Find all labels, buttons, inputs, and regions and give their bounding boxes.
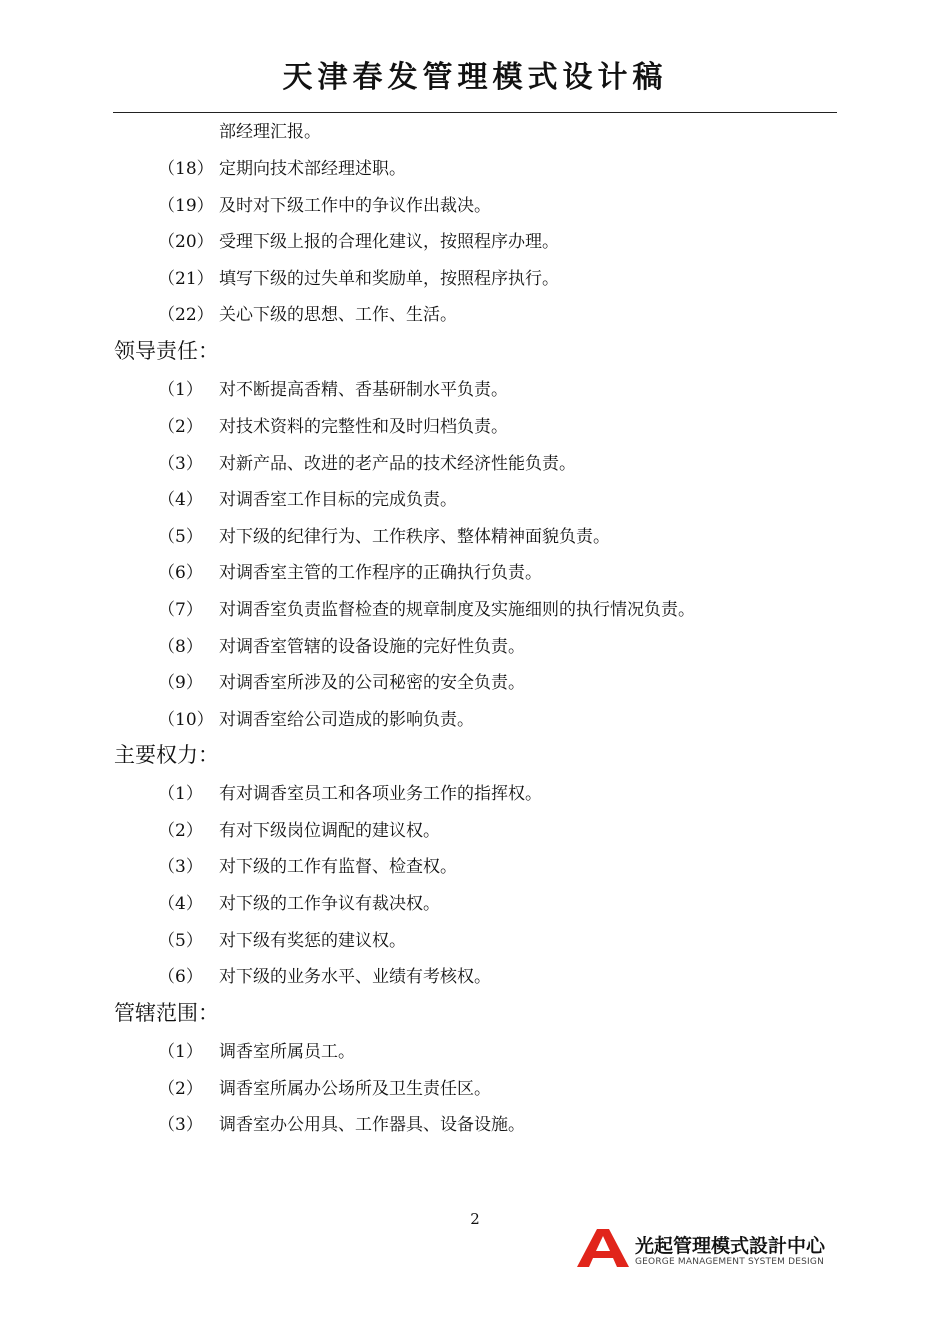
power-text: 有对调香室员工和各项业务工作的指挥权。	[219, 784, 542, 804]
leadership-text: 对新产品、改进的老产品的技术经济性能负责。	[219, 454, 576, 474]
duty-number: （19）	[158, 196, 214, 216]
power-text: 对下级有奖惩的建议权。	[219, 931, 406, 951]
leadership-number: （6）	[158, 563, 203, 583]
document-title: 天津春发管理模式设计稿	[282, 60, 668, 95]
scope-text: 调香室办公用具、工作器具、设备设施。	[219, 1115, 525, 1135]
company-logo	[575, 1228, 840, 1270]
duty-text: 及时对下级工作中的争议作出裁决。	[219, 196, 491, 216]
leadership-text: 对调香室主管的工作程序的正确执行负责。	[219, 563, 542, 583]
duty-text: 定期向技术部经理述职。	[219, 159, 406, 179]
leadership-text: 对下级的纪律行为、工作秩序、整体精神面貌负责。	[219, 527, 610, 547]
section-heading-powers: 主要权力：	[114, 743, 219, 767]
power-number: （1）	[158, 784, 203, 804]
duty-text: 关心下级的思想、工作、生活。	[219, 305, 457, 325]
logo-a-icon	[575, 1228, 631, 1268]
duty-number: （20）	[158, 232, 214, 252]
leadership-number: （4）	[158, 490, 203, 510]
power-number: （5）	[158, 931, 203, 951]
power-text: 对下级的工作争议有裁决权。	[219, 894, 440, 914]
power-text: 对下级的工作有监督、检查权。	[219, 857, 457, 877]
continuation-text: 部经理汇报。	[219, 122, 321, 142]
leadership-text: 对技术资料的完整性和及时归档负责。	[219, 417, 508, 437]
duty-number: （22）	[158, 305, 214, 325]
leadership-number: （10）	[158, 710, 214, 730]
leadership-number: （9）	[158, 673, 203, 693]
logo-a-notch	[599, 1259, 607, 1267]
leadership-number: （8）	[158, 637, 203, 657]
logo-chinese-text: 光起管理模式設計中心	[635, 1235, 826, 1257]
duty-text: 受理下级上报的合理化建议，按照程序办理。	[219, 232, 559, 252]
leadership-number: （5）	[158, 527, 203, 547]
leadership-text: 对调香室管辖的设备设施的完好性负责。	[219, 637, 525, 657]
leadership-number: （7）	[158, 600, 203, 620]
leadership-text: 对调香室工作目标的完成负责。	[219, 490, 457, 510]
leadership-text: 对调香室给公司造成的影响负责。	[219, 710, 474, 730]
duty-number: （18）	[158, 159, 214, 179]
section-heading-scope: 管辖范围：	[114, 1001, 219, 1025]
page-number: 2	[470, 1210, 480, 1228]
scope-number: （2）	[158, 1079, 203, 1099]
duty-text: 填写下级的过失单和奖励单，按照程序执行。	[219, 269, 559, 289]
scope-text: 调香室所属办公场所及卫生责任区。	[219, 1079, 491, 1099]
logo-english-text: GEORGE MANAGEMENT SYSTEM DESIGN	[635, 1257, 824, 1267]
leadership-number: （2）	[158, 417, 203, 437]
power-number: （2）	[158, 821, 203, 841]
power-number: （6）	[158, 967, 203, 987]
power-number: （4）	[158, 894, 203, 914]
leadership-number: （3）	[158, 454, 203, 474]
leadership-text: 对调香室负责监督检查的规章制度及实施细则的执行情况负责。	[219, 600, 695, 620]
power-number: （3）	[158, 857, 203, 877]
power-text: 有对下级岗位调配的建议权。	[219, 821, 440, 841]
scope-number: （1）	[158, 1042, 203, 1062]
scope-number: （3）	[158, 1115, 203, 1135]
leadership-text: 对不断提高香精、香基研制水平负责。	[219, 380, 508, 400]
leadership-text: 对调香室所涉及的公司秘密的安全负责。	[219, 673, 525, 693]
section-heading-leadership: 领导责任：	[114, 339, 219, 363]
duty-number: （21）	[158, 269, 214, 289]
leadership-number: （1）	[158, 380, 203, 400]
header-rule	[113, 112, 837, 113]
power-text: 对下级的业务水平、业绩有考核权。	[219, 967, 491, 987]
scope-text: 调香室所属员工。	[219, 1042, 355, 1062]
